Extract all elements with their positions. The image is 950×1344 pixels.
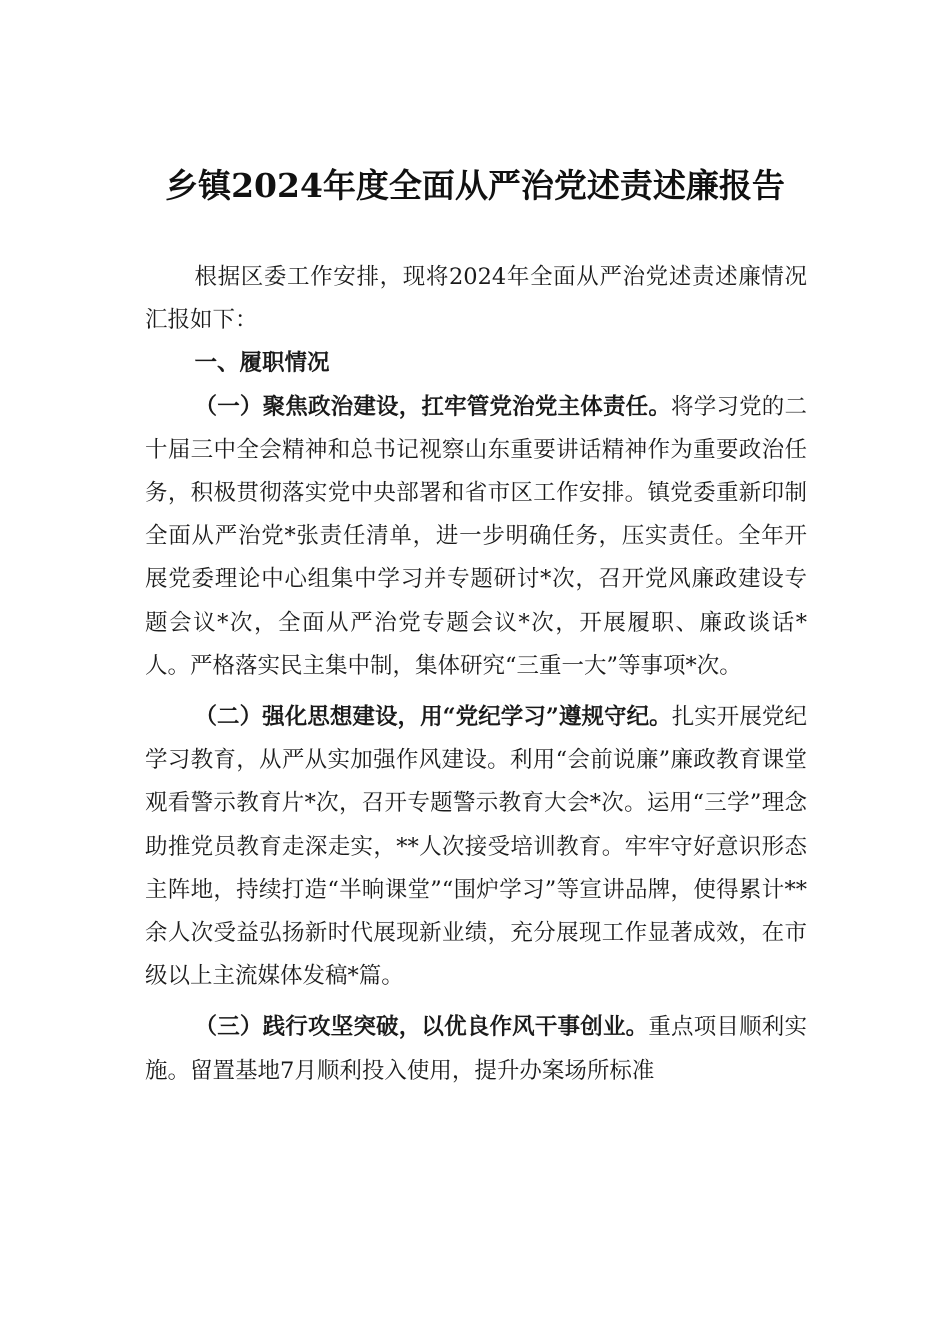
paragraph-2-lead: （二）强化思想建设，用“党纪学习”遵规守纪。 (194, 704, 672, 731)
paragraph-2-body: 扎实开展党纪学习教育，从严从实加强作风建设。利用“会前说廉”廉政教育课堂观看警示教育片*次，召开专题警示教育大会*次。运用“三学”理念助推党员教育走深走实，**人次接受培训教育。牢牢守好意识形态主阵地，持续打造“半晌课堂”“围炉学习”等宣讲品牌，使得累计**余人次受益弘扬新时代展现新业绩，充分展现工作显著成效，在市级以上主流媒体发稿*篇。 (145, 704, 807, 990)
paragraph-3-lead: （三）践行攻坚突破，以优良作风干事创业。 (194, 1014, 649, 1041)
document-title: 乡镇2024年度全面从严治党述责述廉报告 (165, 166, 785, 205)
paragraph-1-lead: （一）聚焦政治建设，扛牢管党治党主体责任。 (194, 393, 672, 420)
document-body (145, 256, 807, 1093)
paragraph-2 (145, 696, 807, 998)
paragraph-3-body: 重点项目顺利实施。留置基地7月顺利投入使用，提升办案场所标准 (145, 1014, 807, 1084)
paragraph-1-body: 将学习党的二十届三中全会精神和总书记视察山东重要讲话精神作为重要政治任务，积极贯彻落实党中央部署和省市区工作安排。镇党委重新印制全面从严治党*张责任清单，进一步明确任务，压实责任。全年开展党委理论中心组集中学习并专题研讨*次，召开党风廉政建设专题会议*次，全面从严治党专题会议*次，开展履职、廉政谈话*人。严格落实民主集中制，集体研究“三重一大”等事项*次。 (145, 393, 807, 679)
intro-paragraph: 根据区委工作安排，现将2024年全面从严治党述责述廉情况汇报如下： (145, 264, 807, 334)
paragraph-1 (145, 386, 807, 688)
section-heading: 一、履职情况 (194, 350, 330, 377)
paragraph-3 (145, 1006, 807, 1092)
